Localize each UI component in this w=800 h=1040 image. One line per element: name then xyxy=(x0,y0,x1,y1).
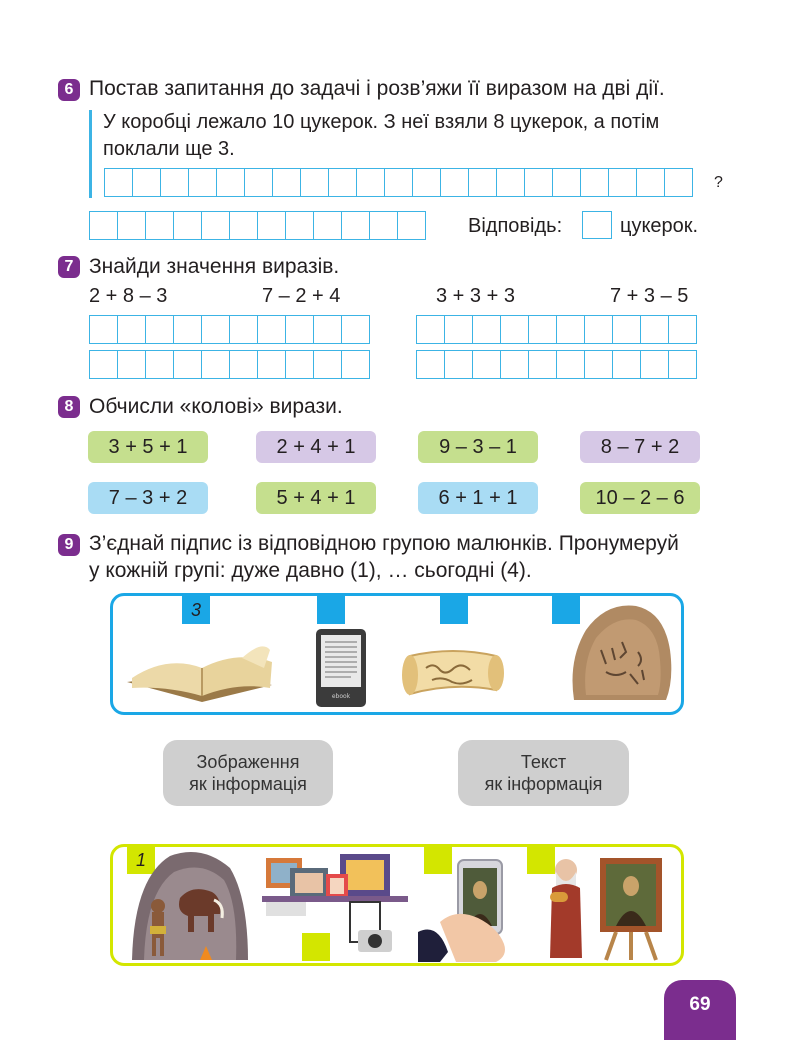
grid-cell[interactable] xyxy=(301,169,329,197)
grid-cell[interactable] xyxy=(90,351,118,379)
grid-cell[interactable] xyxy=(441,169,469,197)
grid-cell[interactable] xyxy=(230,351,258,379)
grid-cell[interactable] xyxy=(133,169,161,197)
grid-cell[interactable] xyxy=(118,316,146,344)
grid-cell[interactable] xyxy=(665,169,693,197)
grid-cell[interactable] xyxy=(230,316,258,344)
grid-cell[interactable] xyxy=(245,169,273,197)
question-mark: ? xyxy=(714,174,723,191)
grid-cell[interactable] xyxy=(189,169,217,197)
grid-cell[interactable] xyxy=(357,169,385,197)
answer-grid-4[interactable] xyxy=(416,350,697,379)
label-text-line-2: як інформація xyxy=(484,774,603,794)
grid-cell[interactable] xyxy=(118,351,146,379)
grid-cell[interactable] xyxy=(314,316,342,344)
grid-cell[interactable] xyxy=(637,169,665,197)
grid-cell[interactable] xyxy=(585,351,613,379)
grid-cell[interactable] xyxy=(609,169,637,197)
grid-cell[interactable] xyxy=(417,316,445,344)
grid-cell[interactable] xyxy=(217,169,245,197)
label-text[interactable] xyxy=(458,740,629,806)
grid-cell[interactable] xyxy=(585,316,613,344)
task-8-number: 8 xyxy=(58,396,80,418)
grid-cell[interactable] xyxy=(146,316,174,344)
grid-cell[interactable] xyxy=(669,351,697,379)
answer-unit: цукерок. xyxy=(620,215,699,237)
grid-cell[interactable] xyxy=(273,169,301,197)
grid-cell[interactable] xyxy=(473,351,501,379)
grid-cell[interactable] xyxy=(146,212,174,240)
task-9-title-line-1: З’єднай підпис із відповідною групою малюнків. Пронумеруй xyxy=(89,532,679,555)
circle-expression-7: 6 + 1 + 1 xyxy=(418,482,538,514)
label-images-line-1: Зображення xyxy=(196,752,300,772)
answer-label: Відповідь: xyxy=(468,215,563,237)
answer-grid-3[interactable] xyxy=(89,350,370,379)
grid-cell[interactable] xyxy=(529,351,557,379)
grid-cell[interactable] xyxy=(286,212,314,240)
answer-box[interactable] xyxy=(582,211,612,239)
task-6-title: Постав запитання до задачі і розв’яжи її виразом на дві дії. xyxy=(89,77,665,100)
label-text-line-1: Текст xyxy=(520,752,567,772)
grid-cell[interactable] xyxy=(417,351,445,379)
solution-grid[interactable] xyxy=(89,211,426,240)
artist-painting-icon xyxy=(546,850,666,962)
grid-cell[interactable] xyxy=(314,212,342,240)
circle-expression-8: 10 – 2 – 6 xyxy=(580,482,700,514)
grid-cell[interactable] xyxy=(90,316,118,344)
expression-1: 2 + 8 – 3 xyxy=(89,285,168,307)
task-8-title: Обчисли «колові» вирази. xyxy=(89,395,343,418)
open-book-icon xyxy=(122,630,282,710)
answer-grid-2[interactable] xyxy=(416,315,697,344)
grid-cell[interactable] xyxy=(557,351,585,379)
smartphone-icon xyxy=(418,852,522,962)
grid-cell[interactable] xyxy=(669,316,697,344)
answer-grid-1[interactable] xyxy=(89,315,370,344)
grid-cell[interactable] xyxy=(174,316,202,344)
grid-cell[interactable] xyxy=(258,351,286,379)
question-grid[interactable] xyxy=(104,168,693,197)
grid-cell[interactable] xyxy=(329,169,357,197)
grid-cell[interactable] xyxy=(445,351,473,379)
grid-cell[interactable] xyxy=(174,212,202,240)
grid-cell[interactable] xyxy=(105,169,133,197)
grid-cell[interactable] xyxy=(413,169,441,197)
order-box-5[interactable]: 1 xyxy=(127,846,155,874)
grid-cell[interactable] xyxy=(501,316,529,344)
cave-painting-icon xyxy=(130,848,250,962)
grid-cell[interactable] xyxy=(529,316,557,344)
grid-cell[interactable] xyxy=(286,316,314,344)
task-7-title: Знайди значення виразів. xyxy=(89,255,340,278)
task-7-number: 7 xyxy=(58,256,80,278)
grid-cell[interactable] xyxy=(473,316,501,344)
grid-cell[interactable] xyxy=(146,351,174,379)
circle-expression-4: 8 – 7 + 2 xyxy=(580,431,700,463)
scroll-icon xyxy=(398,638,508,708)
grid-cell[interactable] xyxy=(314,351,342,379)
grid-cell[interactable] xyxy=(174,351,202,379)
grid-cell[interactable] xyxy=(613,316,641,344)
grid-cell[interactable] xyxy=(90,212,118,240)
grid-cell[interactable] xyxy=(641,316,669,344)
order-box-2[interactable] xyxy=(317,596,345,624)
problem-line-2: поклали ще 3. xyxy=(103,138,235,160)
order-box-3[interactable] xyxy=(440,596,468,624)
grid-cell[interactable] xyxy=(525,169,553,197)
expression-4: 7 + 3 – 5 xyxy=(610,285,689,307)
task-6-number: 6 xyxy=(58,79,80,101)
circle-expression-5: 7 – 3 + 2 xyxy=(88,482,208,514)
grid-cell[interactable] xyxy=(385,169,413,197)
ebook-brand: ebook xyxy=(331,693,351,700)
expression-2: 7 – 2 + 4 xyxy=(262,285,341,307)
order-box-1[interactable]: 3 xyxy=(182,596,210,624)
grid-cell[interactable] xyxy=(161,169,189,197)
task-9-number: 9 xyxy=(58,534,80,556)
ebook-reader-icon xyxy=(315,628,367,708)
problem-line-1: У коробці лежало 10 цукерок. З неї взяли 8 цукерок, а потім xyxy=(103,111,660,133)
grid-cell[interactable] xyxy=(118,212,146,240)
grid-cell[interactable] xyxy=(497,169,525,197)
grid-cell[interactable] xyxy=(230,212,258,240)
grid-cell[interactable] xyxy=(557,316,585,344)
grid-cell[interactable] xyxy=(398,212,426,240)
label-images-line-2: як інформація xyxy=(189,774,307,794)
circle-expression-6: 5 + 4 + 1 xyxy=(256,482,376,514)
grid-cell[interactable] xyxy=(581,169,609,197)
circle-expression-2: 2 + 4 + 1 xyxy=(256,431,376,463)
grid-cell[interactable] xyxy=(613,351,641,379)
grid-cell[interactable] xyxy=(342,212,370,240)
grid-cell[interactable] xyxy=(342,351,370,379)
grid-cell[interactable] xyxy=(258,316,286,344)
grid-cell[interactable] xyxy=(202,351,230,379)
grid-cell[interactable] xyxy=(501,351,529,379)
label-images[interactable] xyxy=(163,740,333,806)
stone-tablet-icon xyxy=(566,600,676,708)
grid-cell[interactable] xyxy=(202,212,230,240)
task-9-title-line-2: у кожній групі: дуже давно (1), … сьогодні (4). xyxy=(89,559,532,582)
problem-bar xyxy=(89,110,92,198)
grid-cell[interactable] xyxy=(370,212,398,240)
circle-expression-1: 3 + 5 + 1 xyxy=(88,431,208,463)
page-number: 69 xyxy=(664,980,736,1040)
photo-frames-icon xyxy=(260,852,410,960)
grid-cell[interactable] xyxy=(641,351,669,379)
expression-3: 3 + 3 + 3 xyxy=(436,285,515,307)
grid-cell[interactable] xyxy=(202,316,230,344)
grid-cell[interactable] xyxy=(258,212,286,240)
grid-cell[interactable] xyxy=(445,316,473,344)
grid-cell[interactable] xyxy=(286,351,314,379)
grid-cell[interactable] xyxy=(469,169,497,197)
grid-cell[interactable] xyxy=(342,316,370,344)
grid-cell[interactable] xyxy=(553,169,581,197)
circle-expression-3: 9 – 3 – 1 xyxy=(418,431,538,463)
